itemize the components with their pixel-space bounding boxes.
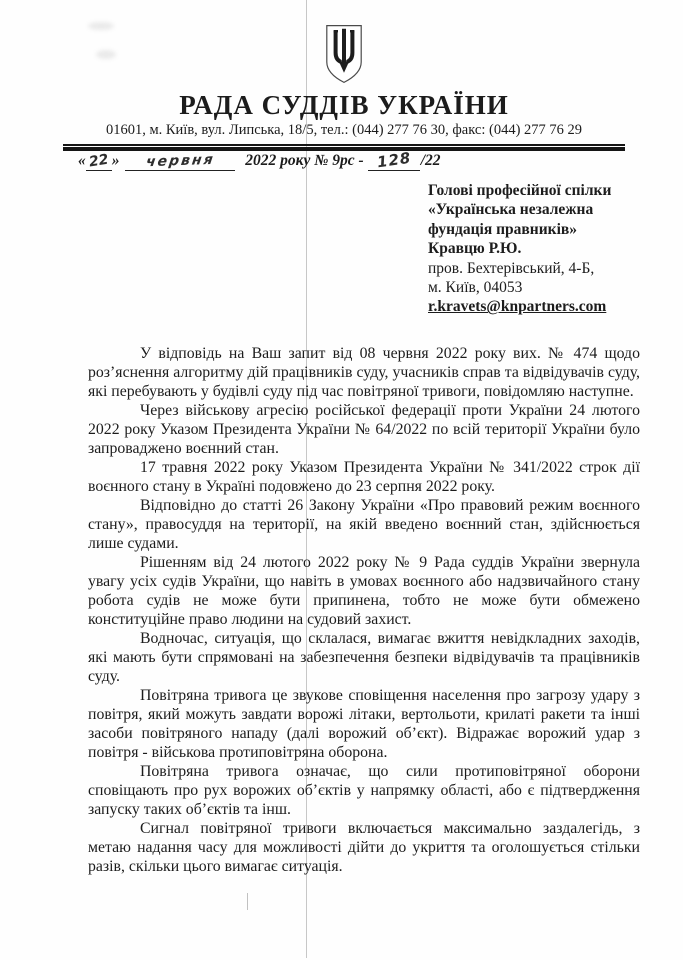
letterhead	[40, 24, 648, 151]
recipient-city: м. Київ, 04053	[428, 279, 523, 297]
reference-date-line	[78, 148, 441, 172]
outgoing-number-blank	[368, 148, 420, 172]
recipient-line: Голові професійної спілки	[428, 182, 612, 199]
recipient-line: «Українська незалежна	[428, 201, 594, 219]
letterhead-divider	[63, 144, 625, 151]
handwritten-outgoing-number: 128	[375, 148, 412, 172]
recipient-block	[428, 181, 660, 317]
handwritten-month: червня	[144, 151, 216, 171]
letterhead-address: 01601, м. Київ, вул. Липська, 18/5, тел.: (044) 277 76 30, факс: (044) 277 76 29	[105, 122, 583, 138]
recipient-email: r.kravets@knpartners.com	[428, 298, 607, 316]
paragraph-martial-law-extension: 17 травня 2022 року Указом Президента України № 341/2022 строк дії воєнного стану в Україні подовжено до 23 серпня 2022 року.	[88, 459, 640, 495]
paragraph-air-alarm-meaning: Повітряна тривога означає, що сили протиповітряної оборони сповіщають про рух ворожих об’єктів у напрямку області, або є підтвердження запуску таких об’єктів та інш.	[88, 763, 640, 818]
month-blank	[125, 152, 235, 171]
ukraine-trident-emblem-icon	[324, 24, 364, 84]
paragraph-safety-measures: Водночас, ситуація, що склалася, вимагає вжиття невідкладних заходів, які мають бути спрямовані на забезпечення безпеки відвідувачів та працівників суду.	[88, 630, 640, 685]
organization-name: РАДА СУДДІВ УКРАЇНИ	[179, 90, 509, 120]
printed-year-number: 2022 року № 9рс -	[245, 152, 364, 169]
quote-close: »	[111, 152, 120, 169]
day-blank	[86, 152, 112, 171]
paragraph-martial-law-decree: Через військову агресію російської федерації проти України 24 лютого 2022 року Указом Президента України № 64/2022 по всій території України було запроваджено воєнний стан.	[88, 402, 640, 457]
paragraph-air-alarm-definition: Повітряна тривога це звукове сповіщення населення про загрозу удару з повітря, який можуть завдати ворожі літаки, вертольоти, крилаті ракети та інші засоби повітряного нападу (далі ворожий об’єкт). Відражає ворожий удар з повітря - військова протиповітряна оборона.	[88, 687, 640, 761]
recipient-street: пров. Бехтерівський, 4-Б,	[428, 259, 595, 277]
letter-body	[88, 344, 640, 876]
recipient-line: фундація правників»	[428, 220, 577, 238]
printed-suffix: /22	[420, 152, 441, 169]
recipient-name: Кравцю Р.Ю.	[428, 240, 522, 258]
paragraph-air-alarm-signal: Сигнал повітряної тривоги включається максимально заздалегідь, з метаю надання часу для можливості дійти до укриття та оголошується стільки разів, скільки цього вимагає ситуація.	[88, 820, 640, 875]
paragraph-reply-intro: У відповідь на Ваш запит від 08 червня 2022 року вих. № 474 щодо роз’яснення алгоритму дій працівників суду, учасників справ та відвідувачів суду, які перебувають у будівлі суду під час повітряної тривоги, повідомляю наступне.	[88, 345, 640, 400]
scan-artifact-mark	[247, 893, 248, 910]
paragraph-decision-no9: Рішенням від 24 лютого 2022 року № 9 Рада суддів України звернула увагу усіх судів України, що навіть в умовах воєнного або надзвичайного стану робота судів не може бути припинена, тобто не може бути обмежено конституційне право людини на судовий захист.	[88, 554, 640, 628]
handwritten-day: 22	[87, 151, 110, 171]
quote-open: «	[78, 152, 86, 169]
paragraph-article-26: Відповідно до статті 26 Закону України «Про правовий режим воєнного стану», правосуддя на території, на якій введено воєнний стан, здійснюється лише судами.	[88, 497, 640, 552]
